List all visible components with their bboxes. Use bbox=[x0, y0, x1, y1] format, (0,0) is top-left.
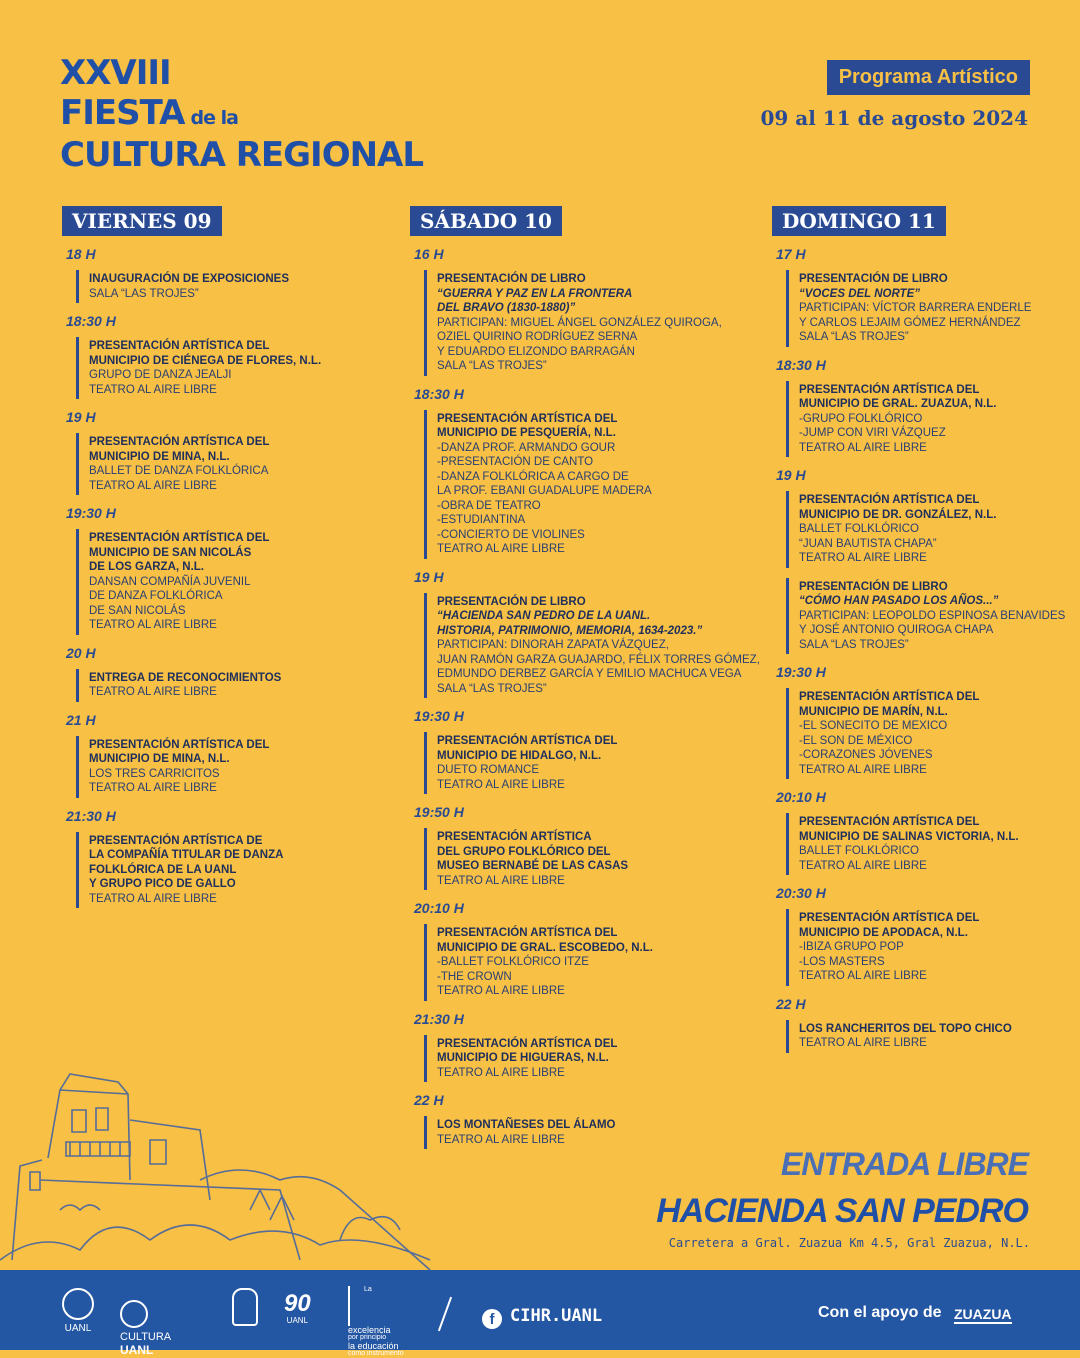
book-title: “VOCES DEL NORTE” bbox=[799, 287, 920, 300]
venue-name: HACIENDA SAN PEDRO bbox=[656, 1192, 1028, 1230]
uanl-logo bbox=[62, 1288, 94, 1334]
event-entry bbox=[424, 828, 770, 890]
column-viernes bbox=[62, 206, 382, 918]
event-title: PRESENTACIÓN ARTÍSTICA DEL bbox=[799, 691, 980, 703]
slot-time: 17 H bbox=[776, 246, 806, 262]
event-detail: -JUMP CON VIRI VÁZQUEZ bbox=[799, 427, 946, 439]
time-slot bbox=[62, 712, 382, 798]
event-entry bbox=[424, 1116, 770, 1149]
event-detail: -GRUPO FOLKLÓRICO bbox=[799, 412, 923, 425]
uanl-logo-label: UANL bbox=[64, 1323, 92, 1334]
event-entry bbox=[424, 270, 770, 376]
time-slot bbox=[772, 789, 1072, 875]
event-detail: DE SAN NICOLÁS bbox=[89, 604, 186, 617]
event-venue: TEATRO AL AIRE LIBRE bbox=[89, 892, 217, 905]
time-slot bbox=[410, 1092, 770, 1149]
event-title: LA COMPAÑÍA TITULAR DE DANZA bbox=[89, 849, 284, 861]
event-venue: TEATRO AL AIRE LIBRE bbox=[437, 985, 565, 997]
excelencia-line: por principio bbox=[348, 1334, 387, 1341]
title-de-la: de la bbox=[190, 107, 238, 129]
event-dates: 09 al 11 de agosto 2024 bbox=[760, 106, 1028, 130]
event-title: PRESENTACIÓN ARTÍSTICA DEL bbox=[89, 436, 270, 448]
facebook-link[interactable] bbox=[482, 1306, 602, 1329]
event-title: DE LOS GARZA, N.L. bbox=[89, 561, 204, 573]
day-header: VIERNES 09 bbox=[62, 206, 222, 236]
event-title: MUNICIPIO DE MARÍN, N.L. bbox=[799, 705, 948, 718]
event-detail: -PRESENTACIÓN DE CANTO bbox=[437, 456, 594, 468]
slot-time: 20:10 H bbox=[414, 900, 464, 916]
event-venue: TEATRO AL AIRE LIBRE bbox=[89, 686, 217, 698]
event-title: PRESENTACIÓN DE LIBRO bbox=[437, 273, 586, 285]
event-detail: -CONCIERTO DE VIOLINES bbox=[437, 528, 585, 541]
ihp-logo-icon bbox=[232, 1288, 258, 1326]
event-title: PRESENTACIÓN ARTÍSTICA DEL bbox=[799, 383, 980, 396]
slot-time: 21:30 H bbox=[66, 807, 116, 824]
event-title: PRESENTACIÓN ARTÍSTICA DEL bbox=[437, 1037, 618, 1050]
event-venue: TEATRO AL AIRE LIBRE bbox=[437, 1133, 565, 1146]
event-detail: OZIEL QUIRINO RODRÍGUEZ SERNA bbox=[437, 331, 638, 343]
slot-time: 20 H bbox=[66, 644, 96, 661]
event-title: PRESENTACIÓN ARTÍSTICA bbox=[437, 831, 592, 843]
slot-time: 20:10 H bbox=[776, 789, 826, 805]
slot-time: 19:50 H bbox=[414, 804, 464, 820]
event-title: MUNICIPIO DE GRAL. ZUAZUA, N.L. bbox=[799, 398, 997, 410]
book-title: “HACIENDA SAN PEDRO DE LA UANL. bbox=[437, 610, 651, 622]
cultura-label: CULTURA bbox=[120, 1331, 172, 1343]
slot-time: 22 H bbox=[414, 1092, 444, 1108]
event-detail: DE DANZA FOLKLÓRICA bbox=[89, 590, 223, 602]
title-fiesta-word: FIESTA bbox=[60, 93, 185, 133]
event-detail: PARTICIPAN: LEOPOLDO ESPINOSA BENAVIDES bbox=[799, 609, 1066, 622]
event-entry bbox=[424, 410, 770, 559]
day-header: SÁBADO 10 bbox=[410, 206, 562, 236]
event-detail: PARTICIPAN: VÍCTOR BARRERA ENDERLE bbox=[799, 302, 1032, 314]
day-header: DOMINGO 11 bbox=[772, 206, 946, 236]
event-venue: TEATRO AL AIRE LIBRE bbox=[437, 543, 565, 555]
event-venue: TEATRO AL AIRE LIBRE bbox=[799, 552, 927, 564]
title-edition: XXVIII bbox=[60, 53, 171, 93]
event-entry bbox=[76, 669, 382, 702]
event-detail: JUAN RAMÓN GARZA GUAJARDO, FÉLIX TORRES GÓMEZ, bbox=[437, 653, 760, 666]
support-text: Con el apoyo de bbox=[818, 1304, 942, 1321]
event-title: MUNICIPIO DE SALINAS VICTORIA, N.L. bbox=[799, 830, 1019, 843]
event-title: DEL GRUPO FOLKLÓRICO DEL bbox=[437, 845, 611, 858]
event-title: PRESENTACIÓN DE LIBRO bbox=[437, 595, 586, 608]
event-entry bbox=[76, 736, 382, 798]
time-slot bbox=[772, 996, 1072, 1053]
event-detail: -THE CROWN bbox=[437, 970, 512, 983]
event-venue: SALA “LAS TROJES” bbox=[89, 287, 199, 300]
event-title: ENTREGA DE RECONOCIMIENTOS bbox=[89, 671, 282, 684]
event-title: PRESENTACIÓN ARTÍSTICA DEL bbox=[437, 927, 618, 939]
event-detail: -CORAZONES JÓVENES bbox=[799, 749, 933, 761]
event-entry bbox=[786, 688, 1072, 779]
time-slot bbox=[410, 246, 770, 376]
event-venue: TEATRO AL AIRE LIBRE bbox=[89, 619, 217, 631]
event-title: LOS RANCHERITOS DEL TOPO CHICO bbox=[799, 1022, 1012, 1035]
event-venue: SALA “LAS TROJES” bbox=[437, 682, 547, 695]
event-title: PRESENTACIÓN ARTÍSTICA DEL bbox=[89, 532, 270, 544]
event-venue: TEATRO AL AIRE LIBRE bbox=[799, 859, 927, 872]
event-detail: PARTICIPAN: DINORAH ZAPATA VÁZQUEZ, bbox=[437, 639, 669, 651]
event-title bbox=[60, 53, 424, 175]
event-venue: TEATRO AL AIRE LIBRE bbox=[437, 874, 565, 887]
facebook-handle: CIHR.UANL bbox=[510, 1306, 603, 1326]
venue-address: Carretera a Gral. Zuazua Km 4.5, Gral Zuazua, N.L. bbox=[668, 1236, 1030, 1250]
event-venue: SALA “LAS TROJES” bbox=[799, 331, 909, 343]
uanl-seal-icon bbox=[62, 1288, 94, 1320]
event-entry bbox=[76, 433, 382, 495]
event-title: PRESENTACIÓN ARTÍSTICA DEL bbox=[799, 912, 980, 924]
excelencia-line: como instrumento bbox=[348, 1350, 404, 1357]
time-slot bbox=[772, 885, 1072, 986]
time-slot bbox=[62, 505, 382, 635]
event-title: PRESENTACIÓN ARTÍSTICA DEL bbox=[799, 494, 980, 506]
event-entry bbox=[424, 732, 770, 794]
footer-divider bbox=[438, 1297, 452, 1332]
event-venue: TEATRO AL AIRE LIBRE bbox=[437, 1066, 565, 1079]
slot-time: 21:30 H bbox=[414, 1010, 464, 1027]
event-detail: -LOS MASTERS bbox=[799, 955, 885, 968]
event-title: MUNICIPIO DE CIÉNEGA DE FLORES, N.L. bbox=[89, 354, 322, 367]
event-title: PRESENTACIÓN DE LIBRO bbox=[799, 580, 948, 593]
time-slot bbox=[62, 246, 382, 303]
event-detail: -BALLET FOLKLÓRICO ITZE bbox=[437, 956, 589, 968]
event-detail: -OBRA DE TEATRO bbox=[437, 499, 541, 512]
event-detail: -DANZA PROF. ARMANDO GOUR bbox=[437, 441, 616, 454]
event-entry bbox=[786, 578, 1072, 655]
event-detail: DUETO ROMANCE bbox=[437, 764, 540, 776]
anniversary-logo bbox=[284, 1292, 311, 1325]
event-detail: GRUPO DE DANZA JEALJI bbox=[89, 369, 232, 381]
event-title: MUSEO BERNABÉ DE LAS CASAS bbox=[437, 860, 629, 872]
event-title: MUNICIPIO DE MINA, N.L. bbox=[89, 753, 230, 765]
slot-time: 19 H bbox=[776, 467, 806, 483]
event-entry bbox=[424, 924, 770, 1001]
book-title: HISTORIA, PATRIMONIO, MEMORIA, 1634-2023.” bbox=[437, 624, 703, 637]
event-entry bbox=[786, 270, 1072, 347]
anniversary-sub: UANL bbox=[286, 1316, 309, 1325]
event-title: MUNICIPIO DE HIDALGO, N.L. bbox=[437, 749, 602, 762]
torch-icon bbox=[348, 1286, 358, 1326]
slot-time: 19:30 H bbox=[776, 664, 826, 680]
event-entry bbox=[786, 491, 1072, 568]
event-detail: BALLET FOLKLÓRICO bbox=[799, 845, 919, 857]
time-slot bbox=[410, 386, 770, 559]
event-title: MUNICIPIO DE MINA, N.L. bbox=[89, 450, 230, 463]
hacienda-sketch-illustration bbox=[0, 1060, 440, 1270]
event-title: FOLKLÓRICA DE LA UANL bbox=[89, 863, 237, 876]
event-detail: -EL SONECITO DE MEXICO bbox=[799, 720, 948, 732]
event-title: Y GRUPO PICO DE GALLO bbox=[89, 878, 236, 890]
slot-time: 16 H bbox=[414, 246, 444, 262]
facebook-icon: f bbox=[482, 1309, 502, 1329]
slot-time: 19:30 H bbox=[66, 505, 116, 521]
excelencia-logo bbox=[348, 1286, 404, 1358]
event-detail: Y JOSÉ ANTONIO QUIROGA CHAPA bbox=[799, 624, 994, 636]
event-detail: LA PROF. EBANI GUADALUPE MADERA bbox=[437, 485, 652, 497]
event-entry bbox=[786, 813, 1072, 875]
cultura-uanl-label: UANL bbox=[120, 1343, 154, 1357]
event-title: MUNICIPIO DE HIGUERAS, N.L. bbox=[437, 1052, 609, 1064]
book-title: DEL BRAVO (1830-1880)” bbox=[437, 302, 576, 314]
time-slot bbox=[410, 900, 770, 1001]
event-entry bbox=[424, 1035, 770, 1083]
event-venue: TEATRO AL AIRE LIBRE bbox=[437, 778, 565, 791]
event-title: MUNICIPIO DE SAN NICOLÁS bbox=[89, 546, 252, 559]
zuazua-logo: ZUAZUA bbox=[954, 1306, 1012, 1322]
time-slot bbox=[772, 246, 1072, 347]
event-title: PRESENTACIÓN ARTÍSTICA DEL bbox=[89, 340, 270, 352]
event-venue: TEATRO AL AIRE LIBRE bbox=[799, 441, 927, 454]
event-venue: TEATRO AL AIRE LIBRE bbox=[89, 782, 217, 794]
event-entry bbox=[76, 529, 382, 635]
event-title: MUNICIPIO DE PESQUERÍA, N.L. bbox=[437, 427, 616, 439]
event-detail: Y CARLOS LEJAIM GÓMEZ HERNÁNDEZ bbox=[799, 316, 1021, 329]
column-sabado bbox=[410, 206, 770, 1159]
event-entry bbox=[76, 832, 382, 909]
event-entry bbox=[786, 909, 1072, 986]
event-entry bbox=[786, 1020, 1072, 1053]
event-title: MUNICIPIO DE DR. GONZÁLEZ, N.L. bbox=[799, 508, 997, 521]
slot-time: 20:30 H bbox=[776, 885, 826, 901]
title-fiesta bbox=[60, 93, 423, 133]
title-cultura-regional: CULTURA REGIONAL bbox=[60, 135, 424, 175]
time-slot bbox=[772, 357, 1072, 458]
excelencia-line: la educación bbox=[348, 1341, 399, 1351]
event-title: INAUGURACIÓN DE EXPOSICIONES bbox=[89, 273, 289, 285]
event-detail: BALLET DE DANZA FOLKLÓRICA bbox=[89, 465, 269, 477]
excelencia-line: La bbox=[364, 1286, 372, 1293]
event-detail: “JUAN BAUTISTA CHAPA” bbox=[799, 537, 937, 550]
event-title: PRESENTACIÓN ARTÍSTICA DEL bbox=[437, 412, 618, 425]
event-title: PRESENTACIÓN DE LIBRO bbox=[799, 273, 948, 285]
event-detail: EDMUNDO DERBEZ GARCÍA Y EMILIO MACHUCA VEGA bbox=[437, 668, 742, 680]
slot-time: 19:30 H bbox=[414, 708, 464, 724]
event-title: PRESENTACIÓN ARTÍSTICA DEL bbox=[799, 816, 980, 828]
time-slot bbox=[772, 467, 1072, 654]
event-title: MUNICIPIO DE APODACA, N.L. bbox=[799, 926, 968, 939]
event-detail: Y EDUARDO ELIZONDO BARRAGÁN bbox=[437, 345, 635, 358]
event-venue: TEATRO AL AIRE LIBRE bbox=[89, 383, 217, 396]
excelencia-line: excelencia bbox=[348, 1325, 391, 1335]
event-detail: PARTICIPAN: MIGUEL ÁNGEL GONZÁLEZ QUIROGA, bbox=[437, 316, 722, 329]
event-detail: BALLET FOLKLÓRICO bbox=[799, 523, 919, 535]
event-entry bbox=[786, 381, 1072, 458]
event-detail: -DANZA FOLKLÓRICA A CARGO DE bbox=[437, 470, 629, 483]
event-detail: -EL SON DE MÉXICO bbox=[799, 734, 913, 747]
time-slot bbox=[410, 804, 770, 890]
event-venue: SALA “LAS TROJES” bbox=[437, 360, 547, 372]
book-title: “GUERRA Y PAZ EN LA FRONTERA bbox=[437, 287, 633, 300]
event-venue: TEATRO AL AIRE LIBRE bbox=[799, 970, 927, 982]
time-slot bbox=[62, 645, 382, 702]
time-slot bbox=[62, 313, 382, 399]
event-venue: TEATRO AL AIRE LIBRE bbox=[89, 479, 217, 492]
event-title: MUNICIPIO DE GRAL. ESCOBEDO, N.L. bbox=[437, 941, 653, 954]
event-detail: -ESTUDIANTINA bbox=[437, 514, 526, 526]
event-detail: DANSAN COMPAÑÍA JUVENIL bbox=[89, 575, 251, 588]
event-title: PRESENTACIÓN ARTÍSTICA DEL bbox=[437, 735, 618, 747]
time-slot bbox=[62, 808, 382, 909]
slot-time: 19 H bbox=[66, 409, 96, 425]
time-slot bbox=[772, 664, 1072, 779]
cultura-icon bbox=[120, 1300, 148, 1328]
slot-time: 19 H bbox=[414, 568, 444, 585]
event-venue: SALA “LAS TROJES” bbox=[799, 638, 909, 651]
time-slot bbox=[410, 708, 770, 794]
event-venue: TEATRO AL AIRE LIBRE bbox=[799, 763, 927, 776]
event-entry bbox=[76, 337, 382, 399]
slot-time: 18 H bbox=[66, 246, 96, 262]
slot-time: 21 H bbox=[66, 711, 96, 728]
slot-time: 22 H bbox=[776, 995, 806, 1012]
slot-time: 18:30 H bbox=[66, 313, 116, 329]
event-entry bbox=[424, 593, 770, 699]
column-domingo bbox=[772, 206, 1072, 1063]
time-slot bbox=[410, 1011, 770, 1083]
slot-time: 18:30 H bbox=[776, 356, 826, 373]
event-title: PRESENTACIÓN ARTÍSTICA DEL bbox=[89, 738, 270, 751]
event-detail: LOS TRES CARRICITOS bbox=[89, 767, 220, 780]
time-slot bbox=[62, 409, 382, 495]
program-badge: Programa Artístico bbox=[827, 60, 1030, 95]
event-title: LOS MONTAÑESES DEL ÁLAMO bbox=[437, 1119, 616, 1131]
time-slot bbox=[410, 569, 770, 699]
free-entry-text: ENTRADA LIBRE bbox=[780, 1146, 1028, 1182]
anniversary-number: 90 bbox=[284, 1290, 311, 1317]
event-detail: -IBIZA GRUPO POP bbox=[799, 941, 904, 953]
footer-bar bbox=[0, 1270, 1080, 1357]
event-title: PRESENTACIÓN ARTÍSTICA DE bbox=[89, 834, 263, 847]
book-title: “CÓMO HAN PASADO LOS AÑOS...” bbox=[799, 595, 999, 607]
slot-time: 18:30 H bbox=[414, 385, 464, 402]
event-entry bbox=[76, 270, 382, 303]
event-venue: TEATRO AL AIRE LIBRE bbox=[799, 1037, 927, 1049]
cultura-uanl-logo bbox=[120, 1300, 171, 1357]
